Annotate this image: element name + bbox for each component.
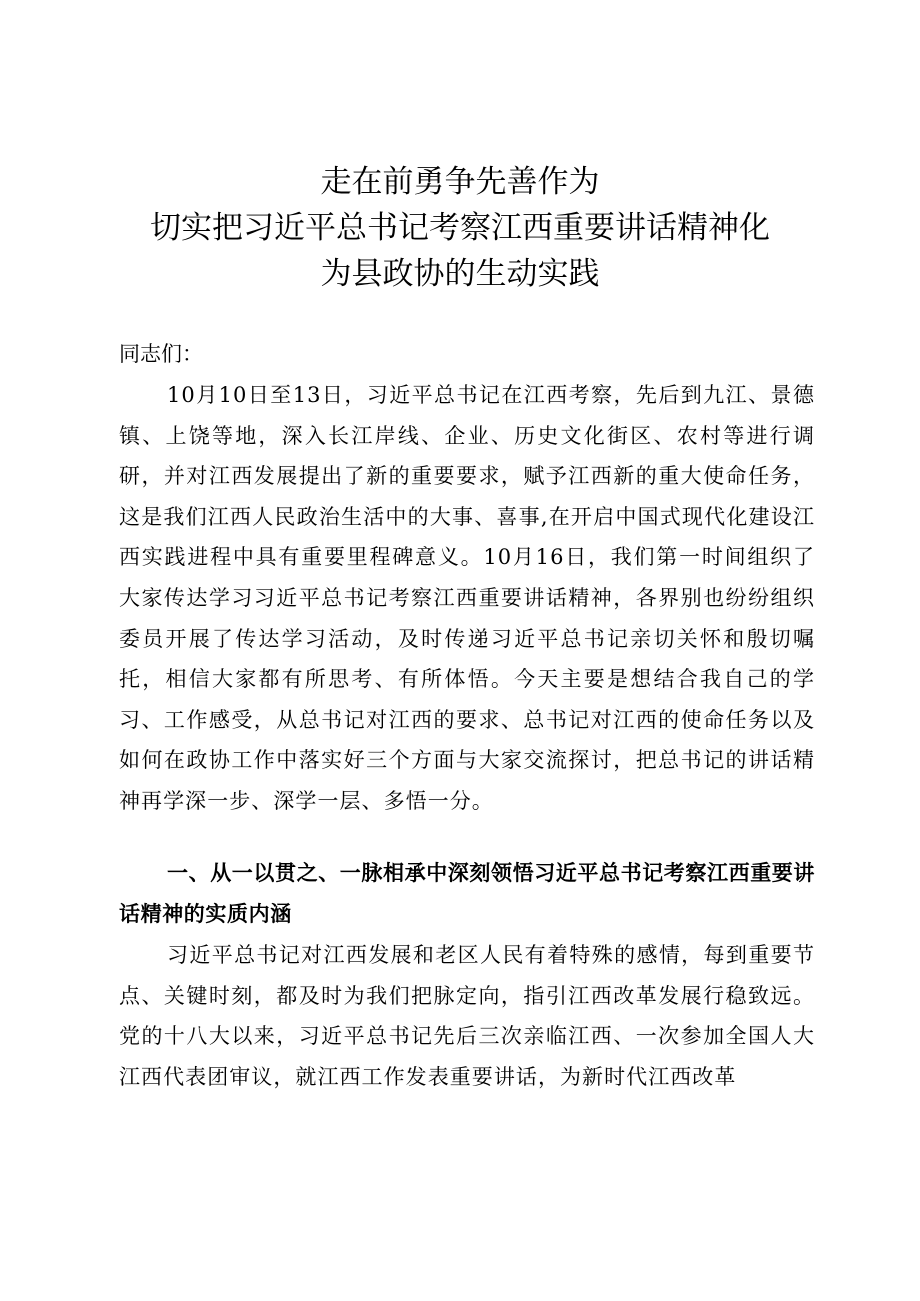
document-title-line-1: 走在前勇争先善作为 xyxy=(320,164,600,200)
opening-paragraph: 10月10日至13日，习近平总书记在江西考察，先后到九江、景德镇、上饶等地，深入长江岸线、企业、历史文化街区、农村等进行调研，并对江西发展提出了新的重要要求，赋予江西新的重大使命任务，这是我们江西人民政治生活中的大事、喜事,在开启中国式现代化建设江西实践进程中具有重要里程碑意义。10月16日，我们第一时间组织了大家传达学习习近平总书记考察江西重要讲话精神，各界别也纷纷组织委员开展了传达学习活动，及时传递习近平总书记亲切关怀和殷切嘱托，相信大家都有所思考、有所体悟。今天主要是想结合我自己的学习、工作感受，从总书记对江西的要求、总书记对江西的使命任务以及如何在政协工作中落实好三个方面与大家交流探讨，把总书记的讲话精神再学深一步、深学一层、多悟一分。 xyxy=(119,383,815,813)
document-title-line-2: 切实把习近平总书记考察江西重要讲话精神化 xyxy=(150,210,770,246)
section-heading: 一、从一以贯之、一脉相承中深刻领悟习近平总书记考察江西重要讲话精神的实质内涵 xyxy=(119,861,815,926)
section-paragraph: 习近平总书记对江西发展和老区人民有着特殊的感情，每到重要节点、关键时刻，都及时为我们把脉定向，指引江西改革发展行稳致远。党的十八大以来，习近平总书记先后三次亲临江西、一次参加全国人大江西代表团审议，就江西工作发表重要讲话，为新时代江西改革 xyxy=(119,943,815,1089)
document-title-line-3: 为县政协的生动实践 xyxy=(320,256,600,292)
salutation: 同志们： xyxy=(119,342,203,366)
